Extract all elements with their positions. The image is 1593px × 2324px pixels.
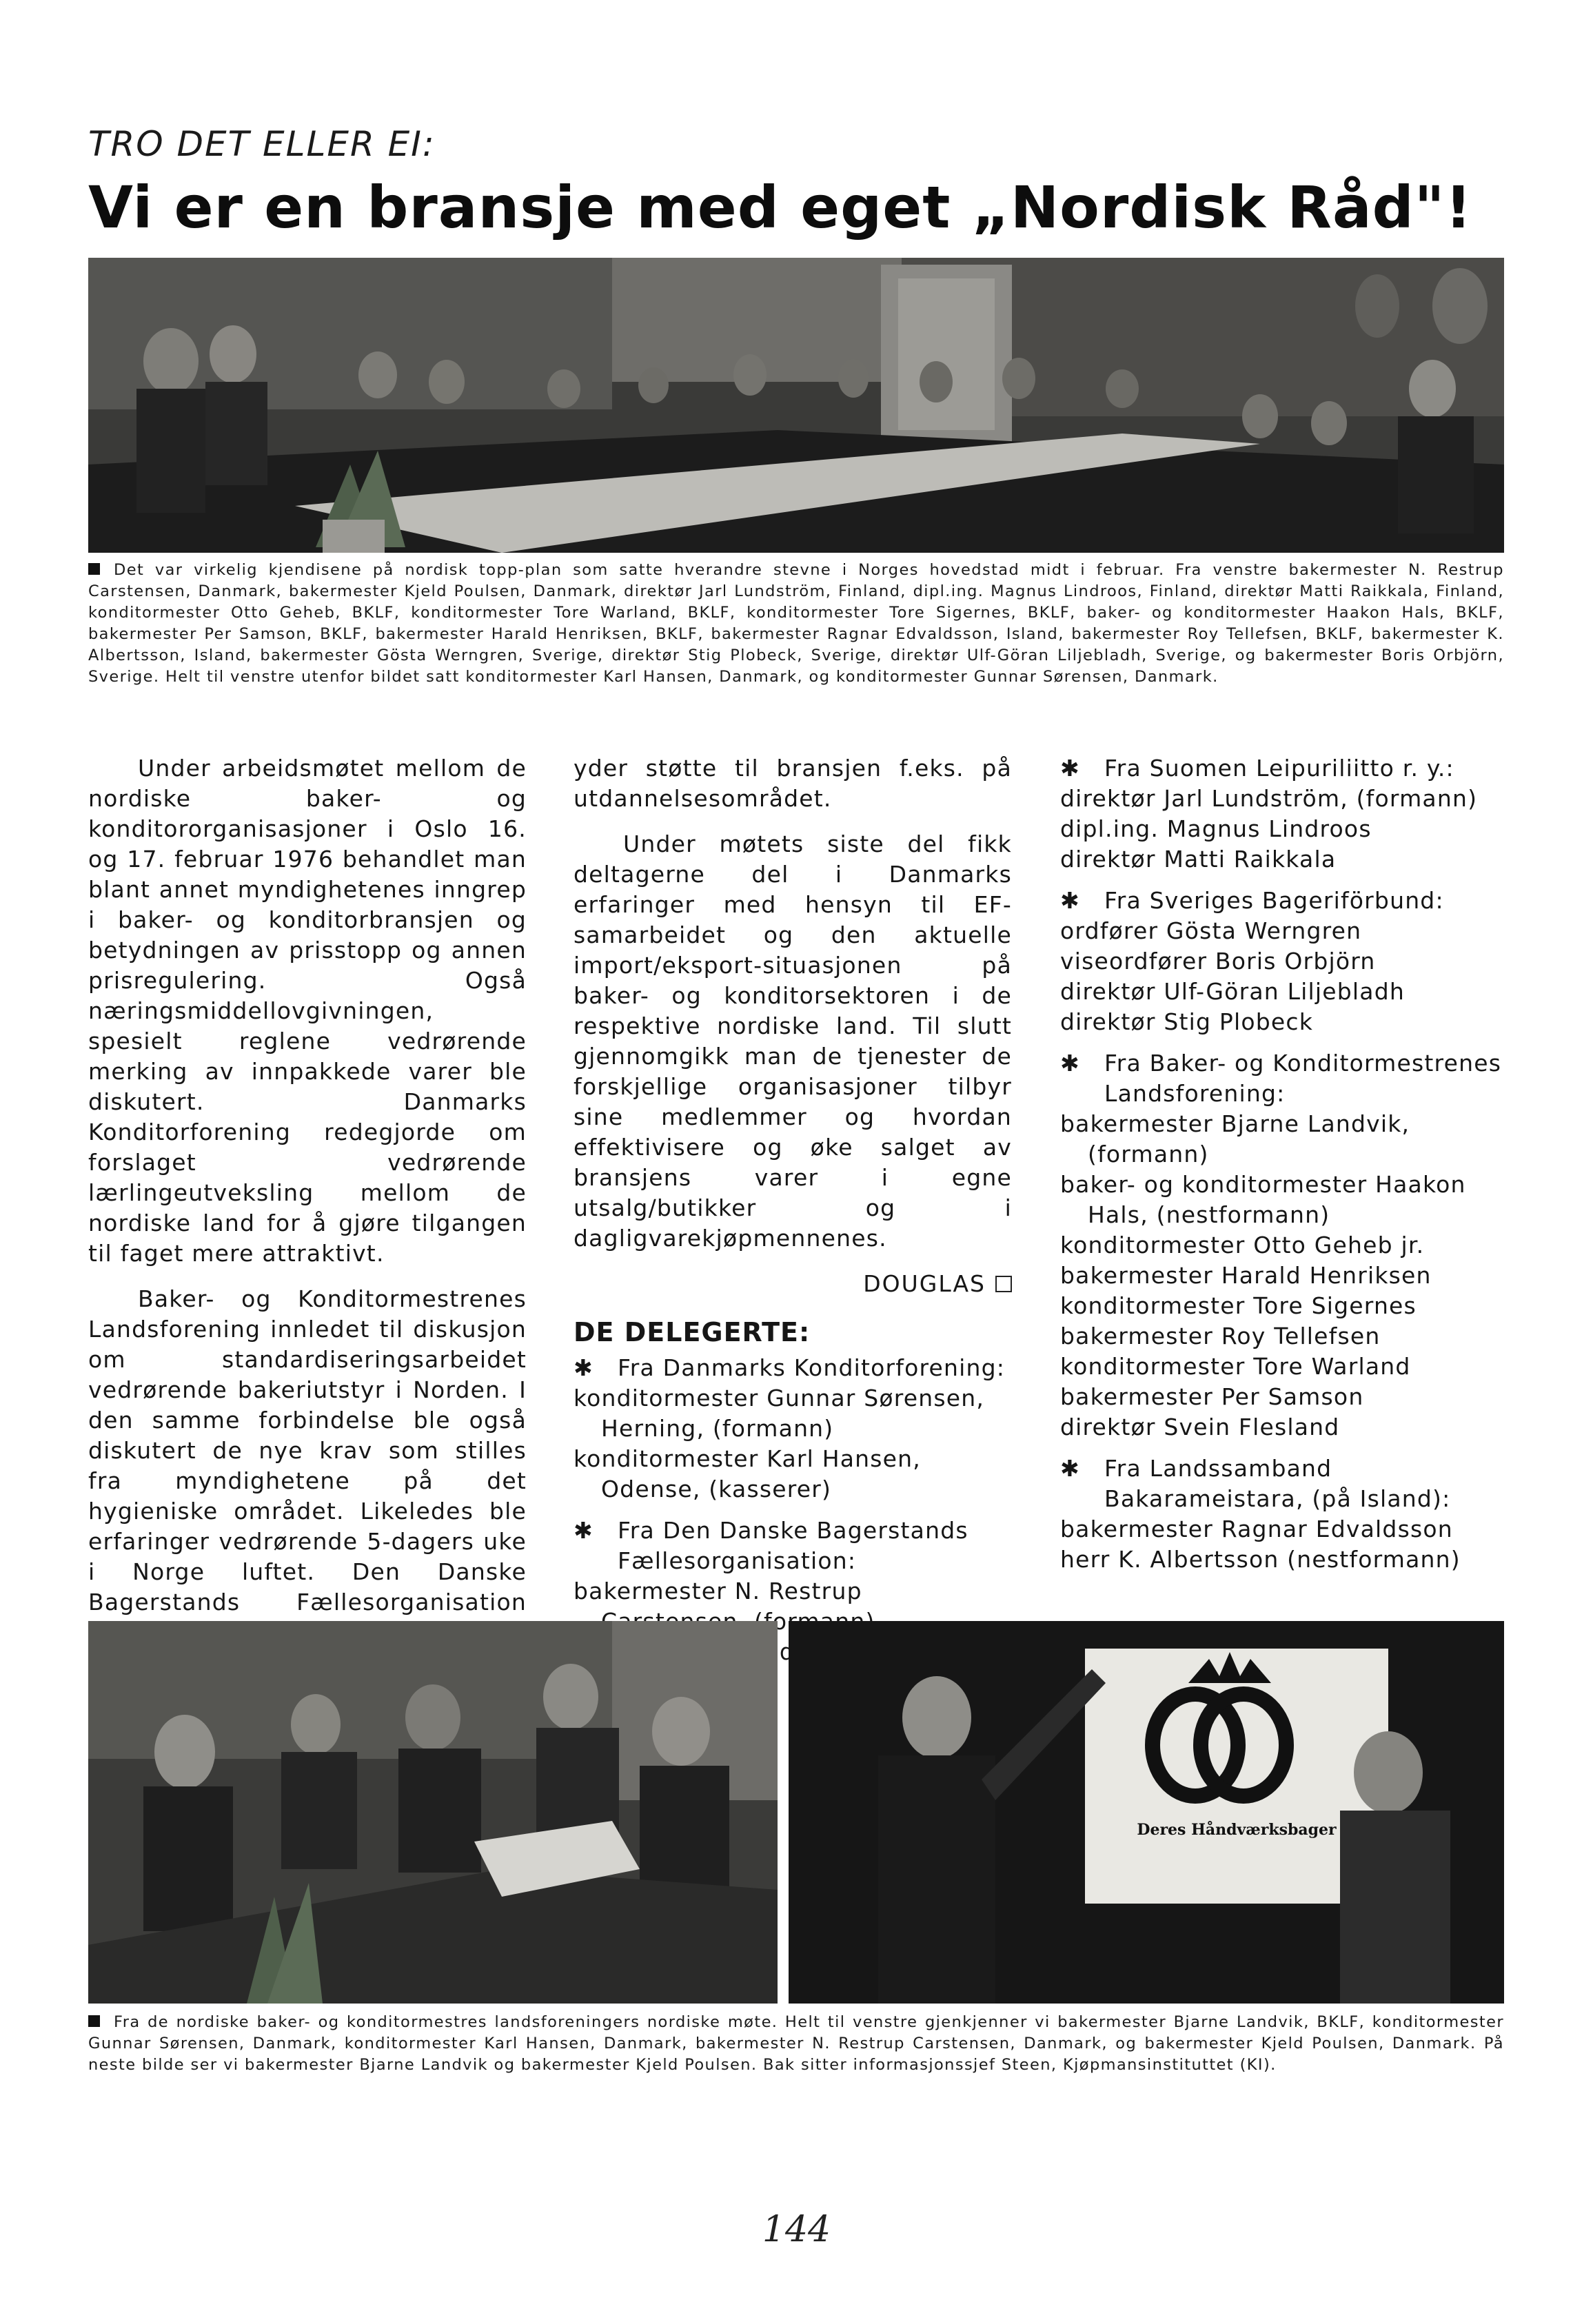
delegates-photo — [88, 1621, 778, 2004]
kicker: TRO DET ELLER EI: — [88, 124, 436, 164]
bottom-photo-caption: Fra de nordiske baker- og konditormestres landsforeningers nordiske møte. Helt til venstre gjenkjenner vi bakermester Bjarne Landvik, BKLF, konditormester Gunnar Sørensen, Danmark, konditormester Karl Hansen, Danmark, bakermester N. Restrup Carstensen, Danmark, og bakermester Kjeld Poulsen, Danmark. På neste bilde ser vi bakermester Bjarne Landvik og bakermester Kjeld Poulsen. Bak sitter informasjonssjef Steen, Kjøpmansinstituttet (KI). — [88, 2013, 1504, 2074]
asterisk-icon: ✱ — [574, 1517, 593, 1544]
delegate-group: ✱ Fra Suomen Leipuriliitto r. y.: direktør Jarl Lundström, (formann) dipl.ing. Magnus Lindroos direktør Matti Raikkala — [1060, 755, 1478, 873]
delegate-group: ✱ Fra Landssamband Bakarameistara, (på Island): bakermester Ragnar Edvaldsson herr K. Albertsson (nestformann) — [1060, 1455, 1461, 1573]
paragraph: Under møtets siste del fikk deltagerne del i Danmarks erfaringer med hensyn til EF-samarbeidet og den aktuelle import/eksport-situasjonen på baker- og konditorsektoren i de respektive nordiske land. Til slutt gjennomgikk man de tjenester de forskjellige organisasjoner tilbyr sine medlemmer og hvordan effektivisere og øke salget av bransjens varer i egne utsalg/butikker og i dagligvarekjøpmennenes. — [574, 830, 1012, 1252]
delegate-group: ✱ Fra Danmarks Konditorforening: konditormester Gunnar Sørensen, Herning, (formann) konditormester Karl Hansen, Odense, (kasserer) — [574, 1354, 1006, 1502]
asterisk-icon: ✱ — [1060, 755, 1080, 782]
asterisk-icon: ✱ — [1060, 1050, 1080, 1077]
end-mark-icon — [995, 1276, 1012, 1292]
delegate-group: ✱ Fra Baker- og Konditormestrenes Landsforening: bakermester Bjarne Landvik, (formann) baker- og konditormester Haakon Hals, (nestformann) konditormester Otto Geheb jr. bakermester Harald Henriksen konditormester Tore Sigernes bakermester Roy Tellefsen konditormester Tore Warland bakermester Per Samson direktør Svein Flesland — [1060, 1050, 1502, 1440]
caption-bullet-icon — [88, 563, 100, 575]
meeting-photo — [88, 258, 1504, 553]
article-column-1 — [88, 753, 527, 1693]
bakery-sign: Deres Håndværksbager — [1137, 1821, 1337, 1839]
article-column-3 — [1060, 753, 1504, 1586]
top-photo-caption: Det var virkelig kjendisene på nordisk topp-plan som satte hverandre stevne i Norges hovedstad midt i februar. Fra venstre bakermester N. Restrup Carstensen, Danmark, bakermester Kjeld Poulsen, Danmark, direktør Jarl Lundström, Finland, dipl.ing. Magnus Lindroos, Finland, direktør Matti Raikkala, Finland, konditormester Otto Geheb, BKLF, konditormester Tore Warland, BKLF, konditormester Tore Sigernes, BKLF, baker- og konditormester Haakon Hals, BKLF, bakermester Per Samson, BKLF, bakermester Harald Henriksen, BKLF, bakermester Ragnar Edvaldsson, Island, bakermester Roy Tellefsen, BKLF, bakermester K. Albertsson, Island, bakermester Gösta Werngren, Sverige, direktør Stig Plobeck, Sverige, direktør Ulf-Göran Liljebladh, Sverige, og bakermester Boris Orbjörn, Sverige. Helt til venstre utenfor bildet satt konditormester Karl Hansen, Danmark, og konditormester Gunnar Sørensen, Danmark. — [88, 561, 1504, 686]
asterisk-icon: ✱ — [574, 1354, 593, 1381]
delegate-group: ✱ Fra Den Danske Bagerstands Fællesorganisation: bakermester N. Restrup — [574, 1517, 968, 1604]
delegates-heading: DE DELEGERTE: — [574, 1317, 811, 1347]
page-number: 144 — [762, 2209, 831, 2250]
asterisk-icon: ✱ — [1060, 887, 1080, 914]
paragraph: Under arbeidsmøtet mellom de nordiske baker- og konditororganisasjoner i Oslo 16. og 17. februar 1976 behandlet man blant annet myndighetenes inngrep i baker- og konditorbransjen og betydningen av prisstopp og annen prisregulering. Også næringsmiddellovgivningen, spesielt reglene vedrørende merking av innpakkede varer ble diskutert. Danmarks Konditorforening redegjorde om forslaget vedrørende lærlingeutveksling mellom de nordiske land for å gjøre tilgangen til faget mere attraktivt. — [88, 755, 527, 1267]
speaker-photo — [789, 1621, 1504, 2004]
paragraph: Baker- og Konditormestrenes Landsforening innledet til diskusjon om standardiseringsarbeidet vedrørende bakeriutstyr i Norden. I den samme forbindelse ble også diskutert de nye krav som stilles fra myndighetene på det hygieniske området. Likeledes ble erfaringer vedrørende 5-dagers uke i Norge luftet. Den Danske Bagerstands Fællesorganisation — [88, 1285, 527, 1615]
author-signature: DOUGLAS — [574, 1269, 1012, 1299]
asterisk-icon: ✱ — [1060, 1455, 1080, 1482]
article-column-2 — [574, 753, 1012, 1709]
delegate-group: ✱ Fra Sveriges Bageriförbund: ordfører Gösta Werngren viseordfører Boris Orbjörn direktør Ulf-Göran Liljebladh direktør Stig Plobeck — [1060, 887, 1444, 1035]
page-title: Vi er en bransje med eget „Nordisk Råd"! — [88, 174, 1472, 241]
paragraph: yder støtte til bransjen f.eks. på utdannelsesområdet. — [574, 755, 1012, 812]
caption-bullet-icon — [88, 2015, 100, 2027]
